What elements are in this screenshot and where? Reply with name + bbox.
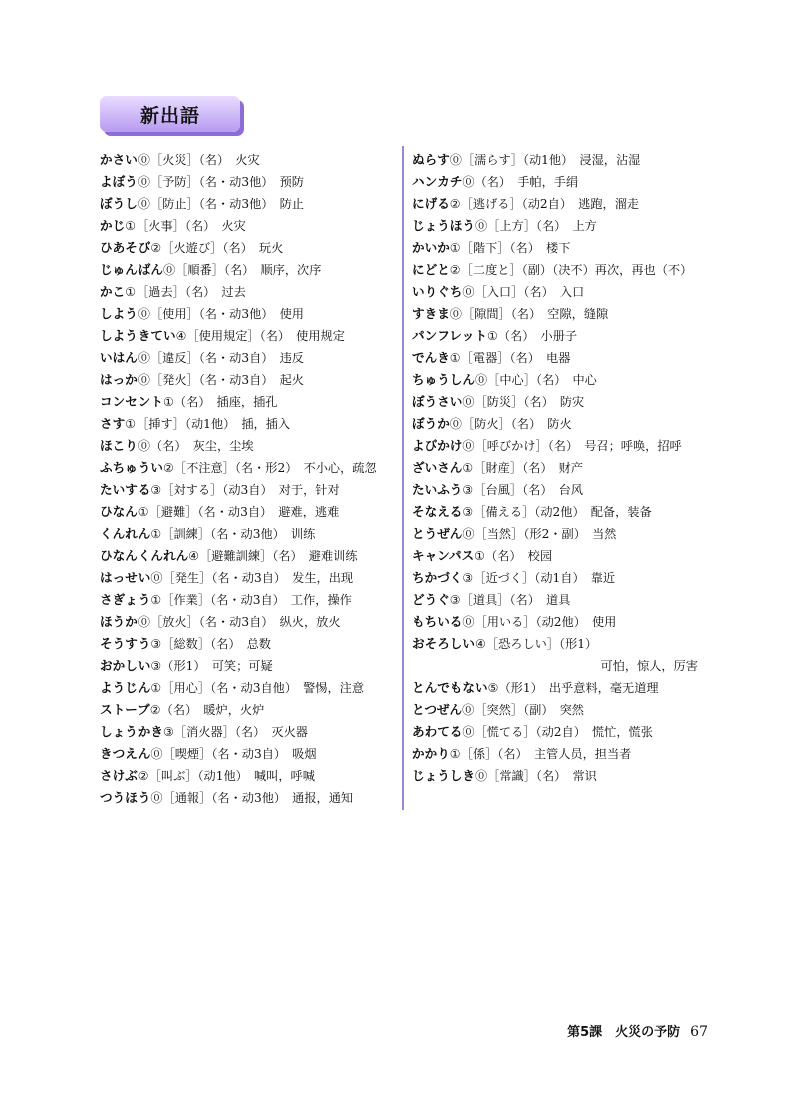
- vocab-entry: [100, 215, 396, 237]
- vocab-reading: きつえん: [100, 746, 151, 761]
- vocab-detail: ②［叫ぶ］（动1他） 喊叫，呼喊: [137, 769, 315, 783]
- vocab-detail: ③［総数］（名） 总数: [150, 637, 271, 651]
- vocab-detail: ④［恐ろしい］（形1）: [474, 637, 598, 651]
- vocab-reading: ちかづく: [412, 570, 463, 585]
- vocab-reading: くんれん: [100, 526, 151, 541]
- vocab-detail: 可怕，惊人，厉害: [600, 659, 698, 673]
- vocab-entry: [412, 479, 712, 501]
- vocab-detail: ④［使用規定］（名） 使用规定: [175, 329, 345, 343]
- vocab-detail: ⓪［使用］（名・动3他） 使用: [137, 307, 304, 321]
- vocab-entry: [412, 545, 712, 567]
- vocab-reading: かこ: [100, 284, 126, 299]
- vocab-detail: ⓪［慌てる］（动2自） 慌忙，慌张: [462, 725, 653, 739]
- vocab-reading: とうぜん: [412, 526, 463, 541]
- vocab-reading: しよう: [100, 306, 138, 321]
- vocab-detail: ⓪［発生］（名・动3自） 发生，出现: [150, 571, 354, 585]
- vocab-detail: ①［係］（名） 主管人员，担当者: [449, 747, 632, 761]
- vocab-reading: さす: [100, 416, 126, 431]
- vocab-reading: かかり: [412, 746, 450, 761]
- vocab-reading: つうほう: [100, 790, 151, 805]
- vocab-entry: [100, 567, 396, 589]
- vocab-detail: ②［二度と］（副）（决不）再次，再也（不）: [449, 263, 693, 277]
- vocab-reading: ストーブ: [100, 702, 150, 717]
- vocab-detail: ⓪［予防］（名・动3他） 预防: [137, 175, 304, 189]
- vocab-entry: [412, 171, 712, 193]
- vocab-reading: よぼう: [100, 174, 138, 189]
- vocab-entry: [412, 413, 712, 435]
- vocab-detail: ⓪［放火］（名・动3自） 纵火，放火: [137, 615, 341, 629]
- vocab-detail: ⓪［上方］（名） 上方: [474, 219, 597, 233]
- vocab-reading: いはん: [100, 350, 138, 365]
- vocab-reading: ひあそび: [100, 240, 151, 255]
- page-footer: [567, 1021, 708, 1040]
- vocab-reading: とつぜん: [412, 702, 463, 717]
- vocab-entry: [100, 237, 396, 259]
- vocab-entry: [412, 457, 712, 479]
- vocab-detail: ③［消火器］（名） 灭火器: [162, 725, 308, 739]
- vocab-detail: ①（名） 小册子: [486, 329, 578, 343]
- vocab-entry: [412, 765, 712, 787]
- vocab-detail: ②［火遊び］（名） 玩火: [150, 241, 284, 255]
- vocab-detail: ③［対する］（动3自） 对于，针对: [150, 483, 340, 497]
- vocab-detail: ①［財産］（名） 财产: [462, 461, 583, 475]
- vocab-entry: [100, 765, 396, 787]
- vocab-detail: ⓪［常識］（名） 常识: [474, 769, 597, 783]
- vocab-entry: [100, 787, 396, 809]
- vocab-detail: ⓪［火災］（名） 火灾: [137, 153, 260, 167]
- vocab-detail: ⓪（名） 手帕，手绢: [462, 175, 579, 189]
- vocab-entry: [412, 325, 712, 347]
- vocab-detail: ⓪［呼びかけ］（名） 号召；呼唤，招呼: [462, 439, 682, 453]
- vocab-reading: さけぶ: [100, 768, 138, 783]
- vocab-reading: とんでもない: [412, 680, 488, 695]
- vocab-detail: ②（名） 暖炉，火炉: [149, 703, 265, 717]
- vocab-entry: [100, 699, 396, 721]
- column-divider: [402, 146, 404, 810]
- vocab-detail: ①［用心］（名・动3自他） 警惕，注意: [150, 681, 365, 695]
- vocab-detail: ④［避難訓練］（名） 避难训练: [188, 549, 358, 563]
- vocab-entry: [100, 545, 396, 567]
- vocab-detail: ①［訓練］（名・动3他） 训练: [150, 527, 316, 541]
- vocab-entry: [100, 677, 396, 699]
- vocab-entry: [412, 237, 712, 259]
- vocab-entry: [412, 611, 712, 633]
- vocab-entry: [412, 633, 712, 655]
- vocab-detail: ⓪［順番］（名） 顺序，次序: [162, 263, 322, 277]
- vocab-entry: [100, 391, 396, 413]
- vocab-entry: [100, 303, 396, 325]
- vocab-entry: [412, 369, 712, 391]
- vocab-reading: ぼうさい: [412, 394, 463, 409]
- vocab-entry: [100, 633, 396, 655]
- vocab-reading: どうぐ: [412, 592, 450, 607]
- vocab-reading: よびかけ: [412, 438, 463, 453]
- vocab-reading: すきま: [412, 306, 450, 321]
- section-title-tab: [100, 96, 240, 132]
- vocab-reading: もちいる: [412, 614, 463, 629]
- vocab-entry: [412, 391, 712, 413]
- vocab-detail: ①［作業］（名・动3自） 工作，操作: [150, 593, 352, 607]
- vocab-detail: ⓪［違反］（名・动3自） 违反: [137, 351, 304, 365]
- vocab-entry: [412, 677, 712, 699]
- vocab-detail: ⓪［中心］（名） 中心: [474, 373, 597, 387]
- vocab-reading: たいする: [100, 482, 151, 497]
- vocab-detail: ⓪［濡らす］（动1他） 浸湿，沾湿: [449, 153, 641, 167]
- vocab-reading: キャンパス: [412, 548, 475, 563]
- vocab-reading: コンセント: [100, 394, 163, 409]
- vocab-detail: ①［階下］（名） 楼下: [449, 241, 571, 255]
- vocab-reading: かさい: [100, 152, 138, 167]
- vocab-detail: ⓪［通報］（名・动3他） 通报，通知: [150, 791, 354, 805]
- vocab-reading: おそろしい: [412, 636, 475, 651]
- vocab-entry: [412, 215, 712, 237]
- vocab-reading: はっせい: [100, 570, 151, 585]
- vocab-entry: [412, 347, 712, 369]
- vocab-detail: ②［不注意］（名・形2） 不小心，疏忽: [162, 461, 377, 475]
- vocab-entry: [412, 567, 712, 589]
- vocab-entry: [100, 655, 396, 677]
- vocab-entry: [100, 589, 396, 611]
- vocab-reading: ぼうし: [100, 196, 138, 211]
- vocab-entry: [412, 523, 712, 545]
- vocab-detail: ③［台風］（名） 台风: [462, 483, 583, 497]
- vocab-entry: [412, 281, 712, 303]
- vocab-entry: [412, 699, 712, 721]
- vocab-reading: にげる: [412, 196, 450, 211]
- vocab-reading: ちゅうしん: [412, 372, 475, 387]
- vocab-detail: ⓪［入口］（名） 入口: [462, 285, 585, 299]
- page-number: 67: [690, 1024, 708, 1040]
- vocab-reading: ふちゅうい: [100, 460, 163, 475]
- vocab-entry: [100, 369, 396, 391]
- vocab-reading: ほこり: [100, 438, 138, 453]
- vocab-detail: ⓪［発火］（名・动3自） 起火: [137, 373, 304, 387]
- vocab-reading: そなえる: [412, 504, 463, 519]
- vocab-entry: [412, 303, 712, 325]
- vocab-reading: ほうか: [100, 614, 138, 629]
- vocab-entry: [100, 523, 396, 545]
- vocab-detail: ③［道具］（名） 道具: [449, 593, 571, 607]
- vocab-reading: ぼうか: [412, 416, 450, 431]
- vocab-reading: じょうしき: [412, 768, 475, 783]
- vocab-detail: ③（形1） 可笑；可疑: [150, 659, 273, 673]
- vocab-reading: しょうかき: [100, 724, 163, 739]
- vocab-detail: ③［近づく］（动1自） 靠近: [462, 571, 616, 585]
- vocab-detail: ⓪［突然］（副） 突然: [462, 703, 584, 717]
- vocab-reading: あわてる: [412, 724, 463, 739]
- vocab-reading: しようきてい: [100, 328, 176, 343]
- vocab-entry: [100, 193, 396, 215]
- vocab-entry: [100, 325, 396, 347]
- vocab-detail: ①（名） 校园: [474, 549, 553, 563]
- vocab-detail: ⓪［防止］（名・动3他） 防止: [137, 197, 304, 211]
- vocab-reading: でんき: [412, 350, 450, 365]
- vocab-reading: さぎょう: [100, 592, 151, 607]
- vocab-reading: にどと: [412, 262, 450, 277]
- vocab-detail: ①［火事］（名） 火灾: [125, 219, 246, 233]
- vocab-entry: [100, 479, 396, 501]
- vocab-detail: ①［過去］（名） 过去: [125, 285, 246, 299]
- vocab-detail: ⓪［隙間］（名） 空隙，缝隙: [449, 307, 609, 321]
- vocab-entry: [412, 655, 712, 677]
- vocab-entry: [100, 743, 396, 765]
- vocab-entry: [100, 721, 396, 743]
- vocab-entry: [412, 589, 712, 611]
- vocab-detail: ①（名） 插座，插孔: [162, 395, 278, 409]
- vocab-reading: パンフレット: [412, 328, 487, 343]
- vocab-detail: ①［挿す］（动1他） 插，插入: [125, 417, 291, 431]
- vocab-reading: そうすう: [100, 636, 151, 651]
- vocab-detail: ①［避難］（名・动3自） 避难，逃难: [137, 505, 340, 519]
- vocab-detail: ③［備える］（动2他） 配备，装备: [462, 505, 652, 519]
- vocab-reading: ようじん: [100, 680, 151, 695]
- vocab-reading: たいふう: [412, 482, 463, 497]
- section-title: 新出語: [139, 104, 200, 127]
- vocab-entry: [100, 457, 396, 479]
- vocab-detail: ⓪［防災］（名） 防灾: [462, 395, 585, 409]
- vocab-detail: ②［逃げる］（动2自） 逃跑，溜走: [449, 197, 640, 211]
- vocab-entry: [412, 501, 712, 523]
- vocab-entry: [412, 149, 712, 171]
- vocab-reading: かじ: [100, 218, 126, 233]
- vocab-detail: ⓪［防火］（名） 防火: [449, 417, 572, 431]
- vocab-entry: [412, 259, 712, 281]
- vocab-reading: ぬらす: [412, 152, 450, 167]
- vocab-reading: ハンカチ: [412, 174, 463, 189]
- vocab-entry: [412, 721, 712, 743]
- vocab-entry: [100, 435, 396, 457]
- vocab-entry: [100, 611, 396, 633]
- vocab-reading: おかしい: [100, 658, 151, 673]
- vocab-reading: ざいさん: [412, 460, 463, 475]
- vocab-reading: じゅんばん: [100, 262, 163, 277]
- vocab-reading: ひなん: [100, 504, 138, 519]
- vocab-detail: ⓪（名） 灰尘，尘埃: [137, 439, 254, 453]
- vocab-column-right: [412, 149, 712, 787]
- vocab-detail: ①［電器］（名） 电器: [449, 351, 571, 365]
- vocab-entry: [412, 743, 712, 765]
- lesson-title: 第5課 火災の予防: [567, 1025, 681, 1040]
- vocab-detail: ⓪［当然］（形2・副） 当然: [462, 527, 617, 541]
- vocab-detail: ⓪［用いる］（动2他） 使用: [462, 615, 617, 629]
- vocab-entry: [100, 281, 396, 303]
- vocab-reading: いりぐち: [412, 284, 463, 299]
- vocab-reading: じょうほう: [412, 218, 475, 233]
- vocab-reading: ひなんくんれん: [100, 548, 189, 563]
- vocab-entry: [100, 501, 396, 523]
- vocab-entry: [100, 171, 396, 193]
- vocab-reading: はっか: [100, 372, 138, 387]
- vocab-detail: ⑤（形1） 出乎意料，毫无道理: [487, 681, 659, 695]
- vocab-entry: [100, 347, 396, 369]
- vocab-entry: [100, 259, 396, 281]
- vocab-entry: [412, 193, 712, 215]
- vocab-entry: [100, 149, 396, 171]
- vocab-detail: ⓪［喫煙］（名・动3自） 吸烟: [150, 747, 317, 761]
- vocab-reading: かいか: [412, 240, 450, 255]
- vocab-entry: [412, 435, 712, 457]
- vocab-entry: [100, 413, 396, 435]
- vocab-column-left: [100, 149, 396, 809]
